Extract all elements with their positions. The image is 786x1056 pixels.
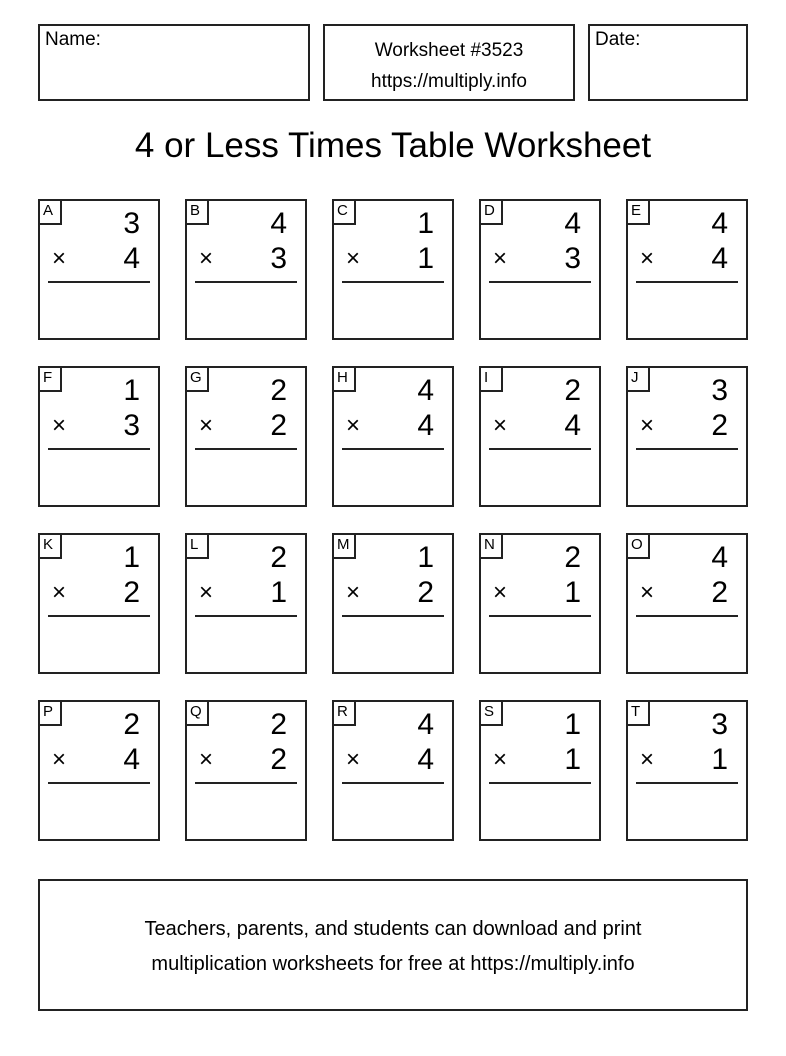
date-field-box[interactable] bbox=[588, 24, 748, 101]
times-icon: × bbox=[52, 245, 67, 272]
multiplier: 2 bbox=[711, 576, 728, 609]
problem-card[interactable] bbox=[38, 533, 160, 674]
multiplier: 2 bbox=[711, 409, 728, 442]
footer-note bbox=[38, 879, 748, 1011]
problem-card[interactable] bbox=[479, 199, 601, 340]
problem-letter: B bbox=[187, 201, 209, 225]
times-icon: × bbox=[346, 245, 361, 272]
multiplier: 4 bbox=[564, 409, 581, 442]
multiplier: 4 bbox=[123, 242, 140, 275]
answer-line bbox=[195, 615, 297, 617]
multiplier: 4 bbox=[417, 409, 434, 442]
problem-letter: H bbox=[334, 368, 356, 392]
problem-card[interactable] bbox=[185, 199, 307, 340]
problem-card[interactable] bbox=[38, 199, 160, 340]
problem-card[interactable] bbox=[626, 199, 748, 340]
multiplier: 3 bbox=[270, 242, 287, 275]
times-icon: × bbox=[493, 245, 508, 272]
multiplicand: 4 bbox=[711, 541, 728, 574]
multiplicand: 3 bbox=[711, 374, 728, 407]
multiplicand: 2 bbox=[270, 541, 287, 574]
times-icon: × bbox=[52, 746, 67, 773]
answer-line bbox=[342, 782, 444, 784]
multiplier: 2 bbox=[270, 409, 287, 442]
problem-card[interactable] bbox=[185, 366, 307, 507]
times-icon: × bbox=[199, 245, 214, 272]
problem-card[interactable] bbox=[185, 533, 307, 674]
problem-card[interactable] bbox=[332, 700, 454, 841]
multiplicand: 4 bbox=[417, 708, 434, 741]
page-title: 4 or Less Times Table Worksheet bbox=[134, 126, 652, 165]
problem-card[interactable] bbox=[38, 366, 160, 507]
footer-line-2: multiplication worksheets for free at https://multiply.info bbox=[151, 953, 635, 975]
name-label: Name: bbox=[45, 29, 101, 50]
problem-letter: D bbox=[481, 201, 503, 225]
problem-card[interactable] bbox=[626, 533, 748, 674]
times-icon: × bbox=[346, 412, 361, 439]
problem-letter: N bbox=[481, 535, 503, 559]
times-icon: × bbox=[493, 746, 508, 773]
multiplicand: 1 bbox=[123, 374, 140, 407]
multiplier: 2 bbox=[270, 743, 287, 776]
multiplier: 1 bbox=[270, 576, 287, 609]
problem-letter: C bbox=[334, 201, 356, 225]
multiplicand: 1 bbox=[564, 708, 581, 741]
problem-letter: S bbox=[481, 702, 503, 726]
problem-card[interactable] bbox=[479, 366, 601, 507]
times-icon: × bbox=[52, 579, 67, 606]
times-icon: × bbox=[493, 412, 508, 439]
problem-letter: T bbox=[628, 702, 650, 726]
times-icon: × bbox=[640, 412, 655, 439]
answer-line bbox=[48, 782, 150, 784]
problem-card[interactable] bbox=[332, 366, 454, 507]
date-label: Date: bbox=[595, 29, 641, 50]
times-icon: × bbox=[199, 579, 214, 606]
multiplier: 4 bbox=[417, 743, 434, 776]
problem-card[interactable] bbox=[479, 533, 601, 674]
problem-letter: J bbox=[628, 368, 650, 392]
times-icon: × bbox=[199, 412, 214, 439]
multiplicand: 2 bbox=[270, 708, 287, 741]
problem-letter: O bbox=[628, 535, 650, 559]
multiplicand: 2 bbox=[270, 374, 287, 407]
multiplier: 1 bbox=[564, 743, 581, 776]
multiplicand: 2 bbox=[564, 374, 581, 407]
problem-card[interactable] bbox=[626, 700, 748, 841]
answer-line bbox=[489, 281, 591, 283]
answer-line bbox=[48, 615, 150, 617]
problem-letter: M bbox=[334, 535, 356, 559]
name-field-box[interactable] bbox=[38, 24, 310, 101]
problem-letter: I bbox=[481, 368, 503, 392]
answer-line bbox=[489, 615, 591, 617]
multiplier: 1 bbox=[564, 576, 581, 609]
multiplicand: 1 bbox=[123, 541, 140, 574]
problem-letter: Q bbox=[187, 702, 209, 726]
multiplier: 4 bbox=[123, 743, 140, 776]
multiplier: 2 bbox=[417, 576, 434, 609]
multiplier: 2 bbox=[123, 576, 140, 609]
answer-line bbox=[195, 782, 297, 784]
problem-card[interactable] bbox=[185, 700, 307, 841]
multiplier: 3 bbox=[564, 242, 581, 275]
multiplicand: 2 bbox=[123, 708, 140, 741]
footer-line-1: Teachers, parents, and students can download and print bbox=[144, 918, 642, 940]
times-icon: × bbox=[346, 579, 361, 606]
times-icon: × bbox=[640, 245, 655, 272]
multiplicand: 1 bbox=[417, 207, 434, 240]
multiplicand: 4 bbox=[711, 207, 728, 240]
multiplier: 1 bbox=[711, 743, 728, 776]
problem-letter: R bbox=[334, 702, 356, 726]
answer-line bbox=[636, 281, 738, 283]
times-icon: × bbox=[493, 579, 508, 606]
multiplicand: 3 bbox=[711, 708, 728, 741]
problem-letter: A bbox=[40, 201, 62, 225]
answer-line bbox=[195, 448, 297, 450]
answer-line bbox=[342, 615, 444, 617]
times-icon: × bbox=[52, 412, 67, 439]
times-icon: × bbox=[346, 746, 361, 773]
multiplier: 1 bbox=[417, 242, 434, 275]
answer-line bbox=[636, 448, 738, 450]
problem-letter: G bbox=[187, 368, 209, 392]
problem-letter: E bbox=[628, 201, 650, 225]
problem-letter: P bbox=[40, 702, 62, 726]
multiplicand: 4 bbox=[417, 374, 434, 407]
answer-line bbox=[195, 281, 297, 283]
multiplicand: 4 bbox=[270, 207, 287, 240]
worksheet-number: Worksheet #3523 bbox=[374, 40, 524, 61]
problem-card[interactable] bbox=[38, 700, 160, 841]
answer-line bbox=[48, 448, 150, 450]
answer-line bbox=[342, 281, 444, 283]
times-icon: × bbox=[199, 746, 214, 773]
answer-line bbox=[342, 448, 444, 450]
problem-card[interactable] bbox=[332, 199, 454, 340]
problem-card[interactable] bbox=[332, 533, 454, 674]
multiplicand: 2 bbox=[564, 541, 581, 574]
times-icon: × bbox=[640, 746, 655, 773]
answer-line bbox=[489, 782, 591, 784]
multiplicand: 1 bbox=[417, 541, 434, 574]
multiplier: 4 bbox=[711, 242, 728, 275]
problem-card[interactable] bbox=[626, 366, 748, 507]
answer-line bbox=[489, 448, 591, 450]
problem-letter: F bbox=[40, 368, 62, 392]
multiplicand: 4 bbox=[564, 207, 581, 240]
answer-line bbox=[48, 281, 150, 283]
problem-letter: L bbox=[187, 535, 209, 559]
answer-line bbox=[636, 615, 738, 617]
problem-card[interactable] bbox=[479, 700, 601, 841]
multiplicand: 3 bbox=[123, 207, 140, 240]
problem-letter: K bbox=[40, 535, 62, 559]
answer-line bbox=[636, 782, 738, 784]
worksheet-info-box bbox=[323, 24, 575, 101]
multiplier: 3 bbox=[123, 409, 140, 442]
site-url: https://multiply.info bbox=[371, 71, 527, 92]
times-icon: × bbox=[640, 579, 655, 606]
